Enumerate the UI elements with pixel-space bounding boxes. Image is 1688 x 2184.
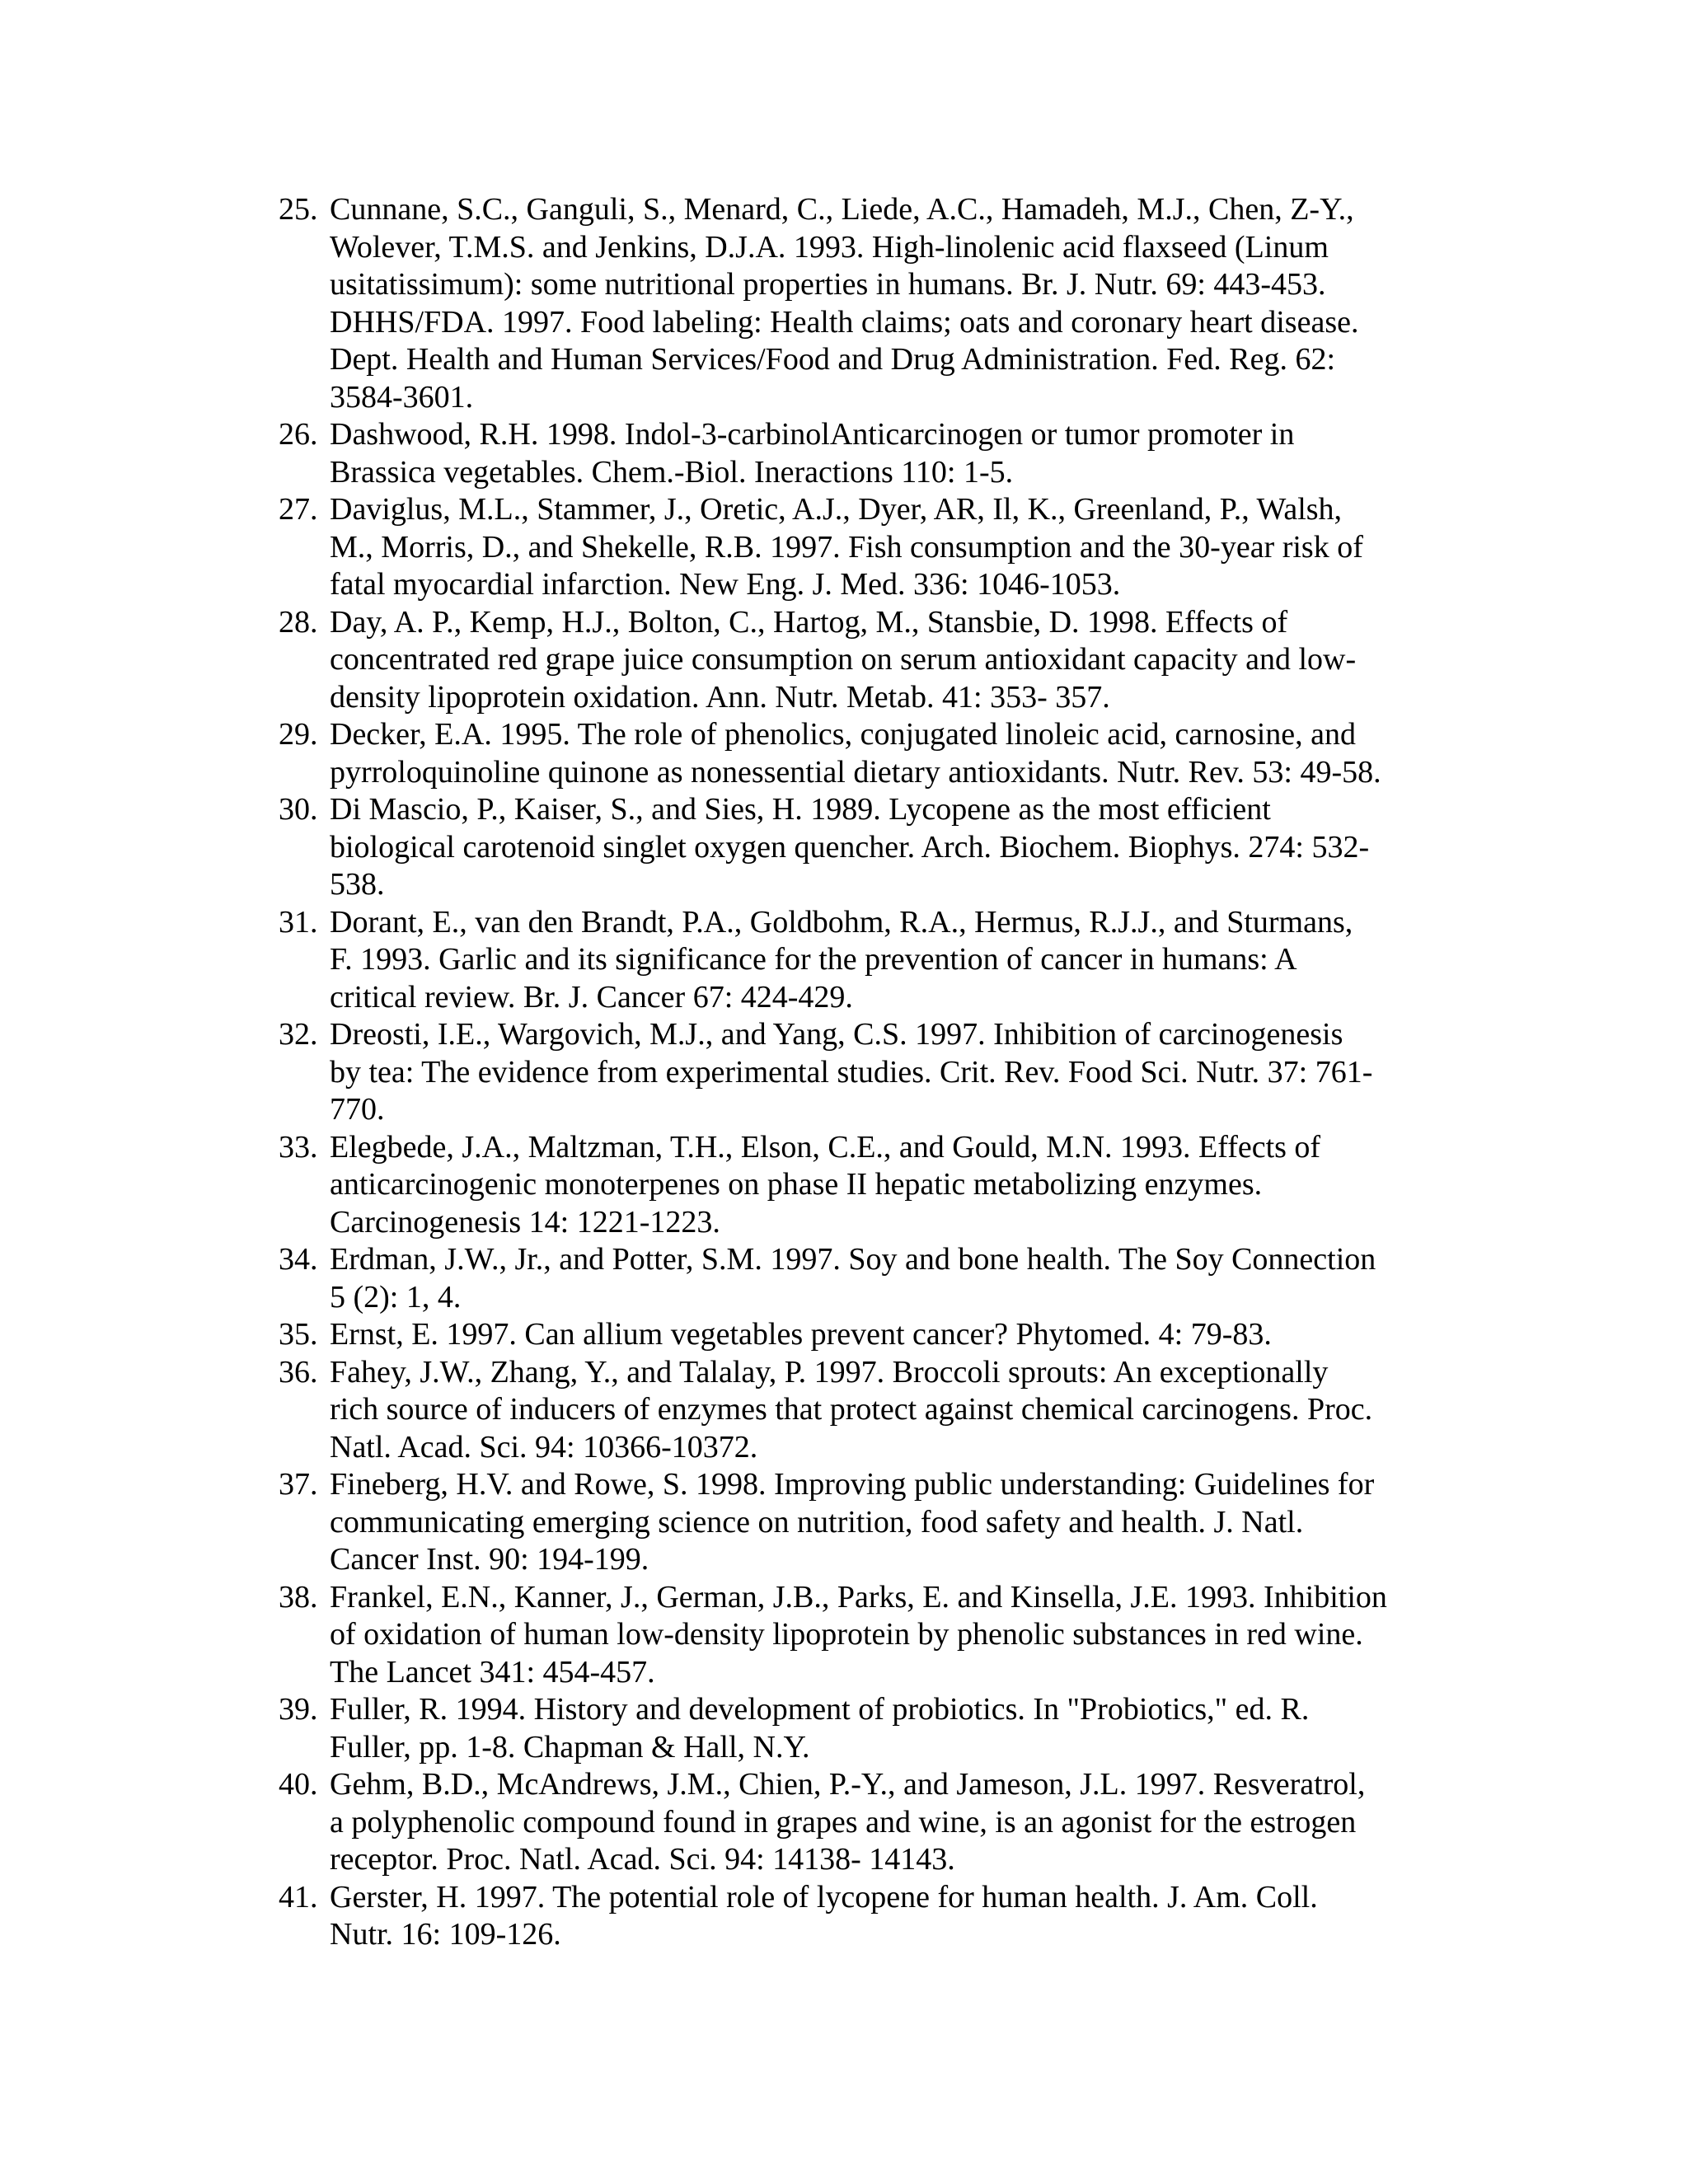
reference-number: 26.	[279, 417, 318, 452]
reference-number: 27.	[279, 492, 318, 527]
reference-text: Fahey, J.W., Zhang, Y., and Talalay, P. 1997. Broccoli sprouts: An exceptionally rich source of inducers of enzymes that protect against chemical carcinogens. Proc. Natl. Acad. Sci. 94: 10366-10372.	[330, 1354, 1373, 1465]
reference-number: 29.	[279, 717, 318, 752]
reference-list	[279, 191, 1449, 1954]
reference-text: Dorant, E., van den Brandt, P.A., Goldbohm, R.A., Hermus, R.J.J., and Sturmans, F. 1993. Garlic and its significance for the prevention of cancer in humans: A critical review. Br. J. Cancer 67: 424-429.	[330, 904, 1353, 1015]
reference-number: 39.	[279, 1692, 318, 1727]
reference-number: 36.	[279, 1354, 318, 1390]
reference-item	[279, 416, 1449, 491]
reference-text: Erdman, J.W., Jr., and Potter, S.M. 1997. Soy and bone health. The Soy Connection 5 (2): 1, 4.	[330, 1242, 1376, 1315]
reference-number: 30.	[279, 792, 318, 827]
reference-number: 34.	[279, 1242, 318, 1277]
reference-item	[279, 1879, 1449, 1954]
reference-number: 31.	[279, 904, 318, 940]
reference-item	[279, 1241, 1449, 1316]
reference-text: Dreosti, I.E., Wargovich, M.J., and Yang, C.S. 1997. Inhibition of carcinogenesis by tea: The evidence from experimental studies. Crit. Rev. Food Sci. Nutr. 37: 761- 770.	[330, 1017, 1373, 1127]
reference-text: Dashwood, R.H. 1998. Indol-3-carbinolAnticarcinogen or tumor promoter in Brassica vegetables. Chem.-Biol. Ineractions 110: 1-5.	[330, 417, 1295, 490]
reference-text: Fineberg, H.V. and Rowe, S. 1998. Improving public understanding: Guidelines for communicating emerging science on nutrition, food safety and health. J. Natl. Cancer Inst. 90: 194-199.	[330, 1467, 1375, 1577]
reference-text: Day, A. P., Kemp, H.J., Bolton, C., Hartog, M., Stansbie, D. 1998. Effects of concentrated red grape juice consumption on serum antioxidant capacity and low- density lipoprotein oxidation. Ann. Nutr. Metab. 41: 353- 357.	[330, 604, 1357, 715]
reference-item	[279, 1691, 1449, 1766]
reference-number: 32.	[279, 1017, 318, 1052]
reference-item	[279, 716, 1449, 791]
reference-text: Ernst, E. 1997. Can allium vegetables prevent cancer? Phytomed. 4: 79-83.	[330, 1317, 1272, 1352]
reference-item	[279, 491, 1449, 604]
reference-text: Gerster, H. 1997. The potential role of lycopene for human health. J. Am. Coll. Nutr. 16: 109-126.	[330, 1879, 1318, 1952]
reference-number: 28.	[279, 604, 318, 640]
reference-item	[279, 191, 1449, 416]
reference-number: 41.	[279, 1879, 318, 1915]
reference-text: Gehm, B.D., McAndrews, J.M., Chien, P.-Y., and Jameson, J.L. 1997. Resveratrol, a polyphenolic compound found in grapes and wine, is an agonist for the estrogen receptor. Proc. Natl. Acad. Sci. 94: 14138- 14143.	[330, 1767, 1366, 1877]
reference-item	[279, 1766, 1449, 1879]
reference-item	[279, 1016, 1449, 1129]
reference-text: Elegbede, J.A., Maltzman, T.H., Elson, C.E., and Gould, M.N. 1993. Effects of anticarcinogenic monoterpenes on phase II hepatic metabolizing enzymes. Carcinogenesis 14: 1221-1223.	[330, 1129, 1321, 1240]
reference-number: 33.	[279, 1129, 318, 1165]
reference-text: Frankel, E.N., Kanner, J., German, J.B., Parks, E. and Kinsella, J.E. 1993. Inhibition of oxidation of human low-density lipoprotein by phenolic substances in red wine. The Lancet 341: 454-457.	[330, 1579, 1387, 1690]
reference-number: 40.	[279, 1767, 318, 1802]
reference-item	[279, 1129, 1449, 1242]
reference-text: Fuller, R. 1994. History and development of probiotics. In "Probiotics," ed. R. Fuller, pp. 1-8. Chapman & Hall, N.Y.	[330, 1692, 1310, 1765]
reference-item	[279, 604, 1449, 717]
reference-number: 38.	[279, 1579, 318, 1615]
reference-text: Cunnane, S.C., Ganguli, S., Menard, C., Liede, A.C., Hamadeh, M.J., Chen, Z-Y., Wolever, T.M.S. and Jenkins, D.J.A. 1993. High-linolenic acid flaxseed (Linum usitatissimum): some nutritional properties in humans. Br. J. Nutr. 69: 443-453. DHHS/FDA. 1997. Food labeling: Health claims; oats and coronary heart disease. Dept. Health and Human Services/Food and Drug Administration. Fed. Reg. 62: 3584-3601.	[330, 192, 1359, 415]
reference-item	[279, 904, 1449, 1017]
reference-item	[279, 1316, 1449, 1354]
reference-text: Decker, E.A. 1995. The role of phenolics, conjugated linoleic acid, carnosine, and pyrroloquinoline quinone as nonessential dietary antioxidants. Nutr. Rev. 53: 49-58.	[330, 717, 1381, 790]
reference-number: 25.	[279, 192, 318, 227]
reference-text: Daviglus, M.L., Stammer, J., Oretic, A.J., Dyer, AR, Il, K., Greenland, P., Walsh, M., Morris, D., and Shekelle, R.B. 1997. Fish consumption and the 30-year risk of fatal myocardial infarction. New Eng. J. Med. 336: 1046-1053.	[330, 492, 1363, 602]
reference-number: 35.	[279, 1317, 318, 1352]
reference-text: Di Mascio, P., Kaiser, S., and Sies, H. 1989. Lycopene as the most efficient biological carotenoid singlet oxygen quencher. Arch. Biochem. Biophys. 274: 532- 538.	[330, 792, 1370, 902]
reference-item	[279, 1354, 1449, 1467]
reference-item	[279, 1466, 1449, 1579]
reference-item	[279, 791, 1449, 904]
reference-number: 37.	[279, 1467, 318, 1502]
reference-item	[279, 1579, 1449, 1692]
